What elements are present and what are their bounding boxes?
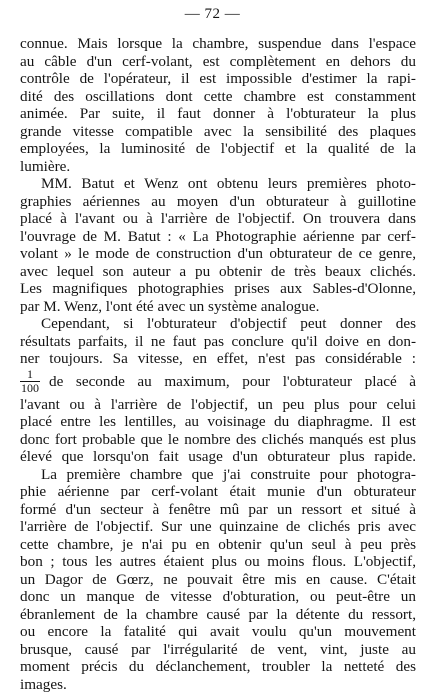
text-line: dité des oscillations dont cette chambre est constamment (20, 88, 416, 106)
text-line: grande vitesse compatible avec la sensibilité des plaques (20, 123, 416, 141)
text-line: un Dagor de Gœrz, ne pouvait être mis en cause. C'était (20, 571, 416, 589)
text-line: Cependant, si l'obturateur d'objectif peut donner des (20, 315, 416, 333)
text-line: contrôle de l'opérateur, il est impossible d'estimer la rapi- (20, 70, 416, 88)
text-line: cette chambre, je n'ai pu en obtenir qu'un seul à peu près (20, 536, 416, 554)
text-line: de seconde au maximum, pour l'obturateur placé à (49, 373, 416, 391)
text-line: Les magnifiques photographies prises aux Sables-d'Olonne, (20, 280, 416, 298)
paragraph (20, 175, 416, 315)
paragraph (20, 466, 416, 693)
page-number: — 72 — (0, 6, 425, 23)
text-line: l'arrière de l'objectif. Sur une quinzaine de clichés pris avec (20, 518, 416, 536)
fraction-denominator: 100 (21, 382, 39, 394)
text-line: placé entre les lentilles, au voisinage du diaphragme. Il est (20, 413, 416, 431)
text-line: donc fort probable que le nombre des clichés manqués est plus (20, 431, 416, 449)
text-line: ner toujours. Sa vitesse, en effet, n'est pas considérable : (20, 350, 416, 368)
fraction-numerator: 1 (20, 369, 40, 382)
text-line: par M. Wenz, l'ont été avec un système analogue. (20, 298, 416, 316)
text-line: MM. Batut et Wenz ont obtenu leurs premières photo- (20, 175, 416, 193)
text-line: La première chambre que j'ai construite pour photogra- (20, 466, 416, 484)
text-line: l'avant ou à l'arrière de l'objectif, un peu plus pour celui (20, 396, 416, 414)
text-line: moment précis du déclanchement, troubler la netteté des (20, 658, 416, 676)
paragraph (20, 315, 416, 466)
text-line: donc un manque de vitesse d'obturation, ou peut-être un (20, 588, 416, 606)
text-line: ébranlement de la chambre causé par la détente du ressort, (20, 606, 416, 624)
text-line: placé à l'avant ou à l'arrière de l'objectif. On trouvera dans (20, 210, 416, 228)
text-line: employées, la luminosité de l'objectif et la qualité de la (20, 140, 416, 158)
text-line: phie aérienne par cerf-volant était munie d'un obturateur (20, 483, 416, 501)
text-line: au câble d'un cerf-volant, est complètement en dehors du (20, 53, 416, 71)
text-line: ou encore la fatalité qui avait voulu qu'un mouvement (20, 623, 416, 641)
text-line: avec lequel son auteur a pu obtenir de très beaux clichés. (20, 263, 416, 281)
text-line: animée. Par suite, il faut donner à l'obturateur la plus (20, 105, 416, 123)
fraction-line (20, 368, 416, 396)
text-line: l'ouvrage de M. Batut : « La Photographie aérienne par cerf- (20, 228, 416, 246)
fraction (20, 369, 40, 394)
text-line: bon ; tous les autres étaient plus ou moins flous. L'objectif, (20, 553, 416, 571)
text-line: résultats parfaits, il ne faut pas conclure qu'il doive en don- (20, 333, 416, 351)
paragraph (20, 35, 416, 175)
text-line: volant » le mode de construction d'un obturateur de ce genre, (20, 245, 416, 263)
text-line: formé d'un secteur à fenêtre mû par un ressort et situé à (20, 501, 416, 519)
text-line: brusque, causé par l'irrégularité de vent, vint, juste au (20, 641, 416, 659)
body-text (20, 35, 416, 693)
text-line: graphies aériennes au moyen d'un obturateur à guillotine (20, 193, 416, 211)
text-line: images. (20, 676, 416, 693)
text-line: connue. Mais lorsque la chambre, suspendue dans l'espace (20, 35, 416, 53)
text-line: lumière. (20, 158, 416, 176)
text-line: élevé que lorsqu'on fait usage d'un obturateur plus rapide. (20, 448, 416, 466)
